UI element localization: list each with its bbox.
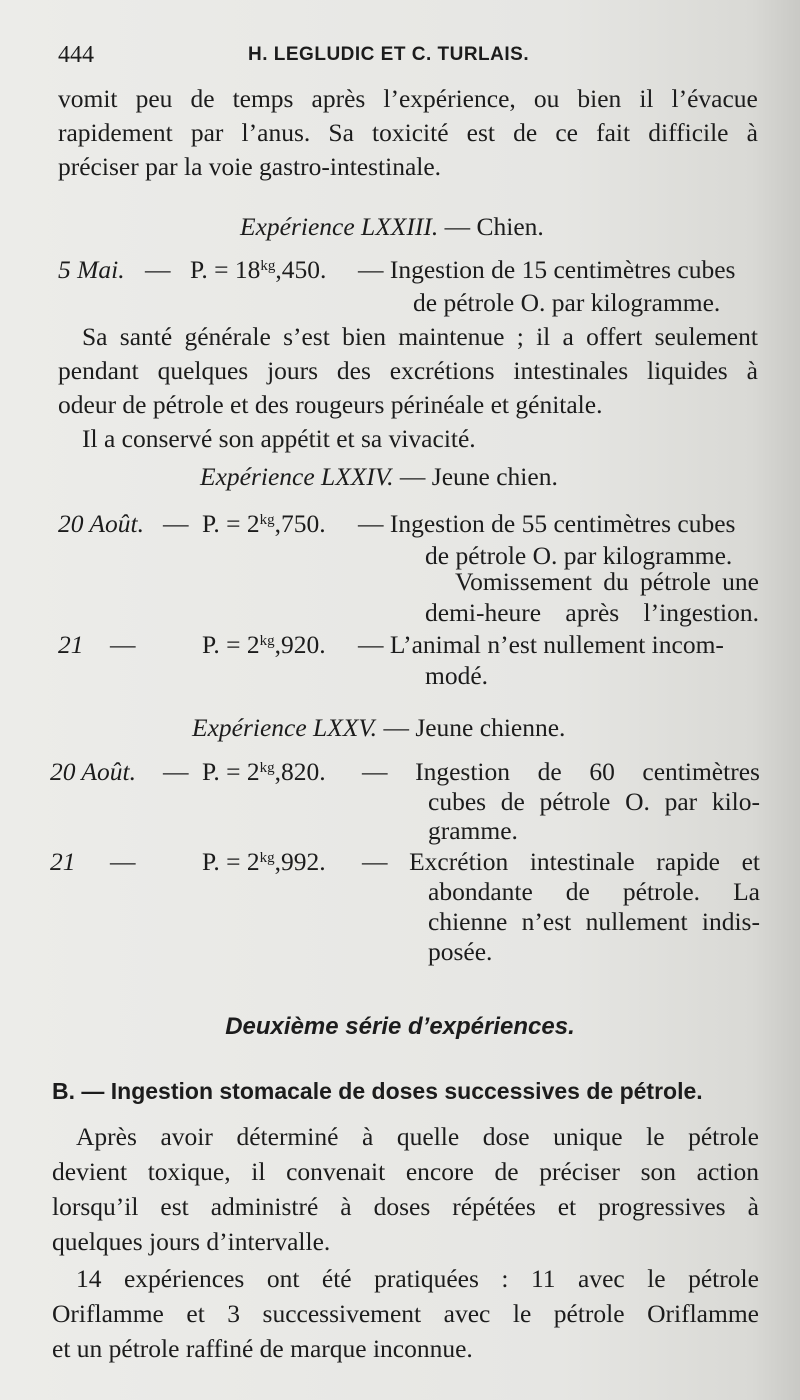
exp75-heading (192, 711, 565, 745)
exp74-line-4: demi-heure après l’ingestion. (425, 598, 759, 627)
exp74-dash-2: — (110, 630, 136, 659)
exp75-line-2: cubes de pétrole O. par kilo- (428, 787, 760, 816)
closing-line-3: lorsqu’il est administré à doses répétées et progressives à (52, 1192, 759, 1221)
exp75-weight-2-unit: kg (259, 850, 275, 866)
intro-line-2: rapidement par l’anus. Sa toxicité est de ce fait difficile à (58, 118, 758, 147)
closing-line-2: devient toxique, il convenait encore de préciser son action (52, 1157, 759, 1186)
exp74-title: Expérience LXXIV. (200, 462, 394, 491)
exp75-weight-1-unit: kg (259, 760, 275, 776)
exp75-weight-2-value: P. = 2 (202, 847, 260, 876)
exp75-weight-1-decimal: ,820. (274, 757, 326, 786)
closing-line-1: Après avoir déterminé à quelle dose unique le pétrole (76, 1122, 759, 1151)
exp74-weight-2-value: P. = 2 (202, 630, 260, 659)
exp74-weight-1-decimal: ,750. (274, 509, 326, 538)
exp74-weight-2-decimal: ,920. (274, 630, 326, 659)
exp74-date-2: 21 (58, 630, 84, 659)
exp73-weight-unit: kg (260, 258, 276, 274)
exp73-text-1: — Ingestion de 15 centimètres cubes (358, 255, 736, 284)
exp75-line-7: posée. (428, 937, 493, 966)
exp74-weight-1-value: P. = 2 (202, 509, 260, 538)
exp75-date-2: 21 (50, 847, 76, 876)
exp74-weight-1-unit: kg (259, 512, 275, 528)
exp75-weight-2-decimal: ,992. (274, 847, 326, 876)
exp73-title: Expérience LXXIII. (240, 212, 439, 241)
exp75-dash-2: — (110, 847, 136, 876)
exp75-line-1: — Ingestion de 60 centimètres (362, 757, 760, 786)
page-number: 444 (58, 42, 94, 68)
exp74-weight-2 (202, 628, 326, 662)
exp73-date: 5 Mai. (58, 255, 125, 284)
exp73-weight (190, 253, 326, 287)
exp73-weight-value: P. = 18 (190, 255, 261, 284)
page-header (58, 42, 740, 72)
intro-line-1: vomit peu de temps après l’expérience, ou bien il l’évacue (58, 84, 758, 113)
subsection-title: B. — Ingestion stomacale de doses successives de pétrole. (52, 1078, 703, 1104)
exp75-date-1: 20 Août. (50, 757, 136, 786)
exp74-dash-1: — (163, 509, 189, 538)
exp74-weight-1 (202, 507, 326, 541)
exp75-weight-1-value: P. = 2 (202, 757, 260, 786)
exp74-subject: — Jeune chien. (399, 462, 558, 491)
exp73-note-3: odeur de pétrole et des rougeurs périnéale et génitale. (58, 390, 603, 419)
intro-line-3: préciser par la voie gastro-intestinale. (58, 152, 442, 181)
exp75-line-4: — Excrétion intestinale rapide et (362, 847, 760, 876)
exp75-line-5: abondante de pétrole. La (428, 877, 760, 906)
exp73-note-1: Sa santé générale s’est bien maintenue ; il a offert seulement (82, 322, 758, 351)
exp74-line-3: Vomissement du pétrole une (455, 567, 759, 596)
exp75-line-6: chienne n’est nullement indis- (428, 907, 760, 936)
running-title: H. LEGLUDIC ET C. TURLAIS. (248, 44, 530, 65)
exp73-subject: — Chien. (444, 212, 544, 241)
exp74-line-1: — Ingestion de 55 centimètres cubes (358, 509, 736, 538)
closing-line-6: Oriflamme et 3 successivement avec le pétrole Oriflamme (52, 1299, 759, 1328)
exp74-weight-2-unit: kg (259, 633, 275, 649)
exp74-heading (200, 460, 558, 494)
exp73-note-2: pendant quelques jours des excrétions intestinales liquides à (58, 356, 758, 385)
section-title: Deuxième série d’expériences. (225, 1013, 575, 1040)
exp73-text-2: de pétrole O. par kilogramme. (413, 288, 721, 317)
closing-line-4: quelques jours d’intervalle. (52, 1227, 331, 1256)
closing-line-5: 14 expériences ont été pratiquées : 11 avec le pétrole (76, 1264, 759, 1293)
exp74-date-1: 20 Août. (58, 509, 144, 538)
exp74-line-5: — L’animal n’est nullement incom- (358, 630, 724, 659)
exp74-line-6: modé. (425, 661, 489, 690)
exp73-note-4: Il a conservé son appétit et sa vivacité. (82, 424, 476, 453)
exp75-line-3: gramme. (428, 816, 518, 845)
exp75-weight-1 (202, 755, 326, 789)
exp75-dash-1: — (163, 757, 189, 786)
exp75-subject: — Jeune chienne. (383, 713, 566, 742)
exp75-title: Expérience LXXV. (192, 713, 378, 742)
exp73-heading (240, 210, 544, 244)
exp75-weight-2 (202, 845, 326, 879)
exp74-line-2: de pétrole O. par kilogramme. (425, 541, 733, 570)
exp73-weight-decimal: ,450. (275, 255, 327, 284)
exp73-dash: — (145, 255, 171, 284)
closing-line-7: et un pétrole raffiné de marque inconnue. (52, 1334, 473, 1363)
